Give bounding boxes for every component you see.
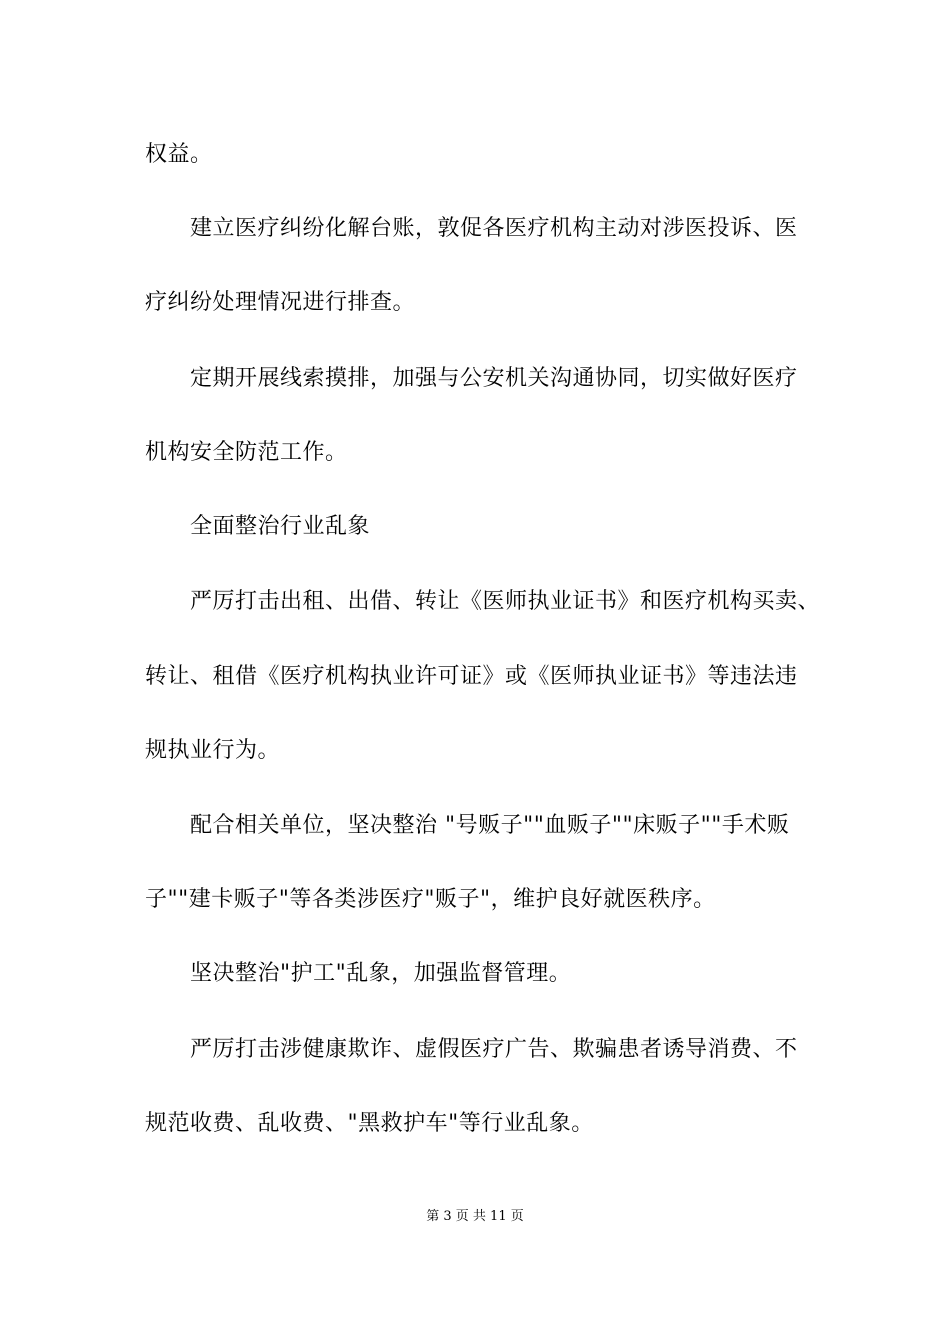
text-line: 严厉打击涉健康欺诈、虚假医疗广告、欺骗患者诱导消费、不 (190, 1037, 798, 1062)
section-heading: 全面整治行业乱象 (190, 514, 371, 539)
text-line: 机构安全防范工作。 (145, 440, 348, 465)
text-line: 子""建卡贩子"等各类涉医疗"贩子"，维护良好就医秩序。 (145, 887, 716, 912)
text-line: 定期开展线索摸排，加强与公安机关沟通协同，切实做好医疗 (190, 366, 798, 391)
text-line: 权益。 (145, 142, 213, 167)
text-line: 建立医疗纠纷化解台账，敦促各医疗机构主动对涉医投诉、医 (190, 216, 798, 241)
text-line: 坚决整治"护工"乱象，加强监督管理。 (190, 961, 572, 986)
text-line: 配合相关单位，坚决整治 "号贩子""血贩子""床贩子""手术贩 (190, 813, 790, 838)
text-line: 疗纠纷处理情况进行排查。 (145, 290, 416, 315)
text-line: 规范收费、乱收费、"黑救护车"等行业乱象。 (145, 1111, 594, 1136)
text-line: 严厉打击出租、出借、转让《医师执业证书》和医疗机构买卖、 (190, 589, 821, 614)
text-line: 规执业行为。 (145, 738, 281, 763)
text-line: 转让、租借《医疗机构执业许可证》或《医师执业证书》等违法违 (145, 664, 798, 689)
page-number-label: 第 3 页 共 11 页 (426, 1209, 524, 1224)
page-footer (0, 1208, 950, 1226)
